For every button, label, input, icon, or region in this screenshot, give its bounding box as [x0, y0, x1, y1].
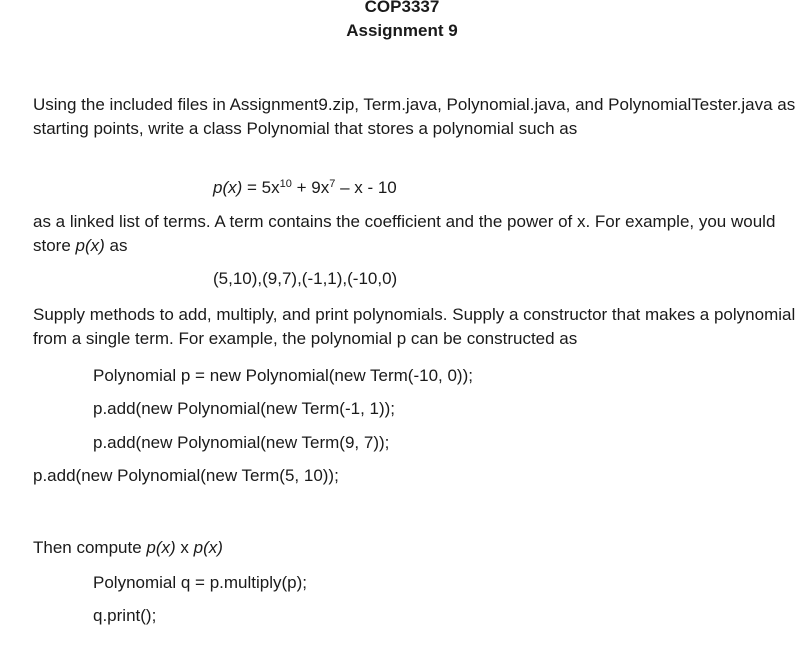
compute-px-2: p(x)	[193, 538, 223, 557]
code-line: p.add(new Polynomial(new Term(5, 10));	[33, 466, 339, 485]
terms-example: (5,10),(9,7),(-1,1),(-10,0)	[213, 269, 398, 288]
code-line: q.print();	[93, 606, 157, 625]
code-line: Polynomial p = new Polynomial(new Term(-10, 0));	[93, 366, 473, 385]
compute-px-1: p(x)	[146, 538, 176, 557]
formula-exp-1: 10	[279, 178, 292, 190]
linked-list-text: as a linked list of terms. A term contains the coefficient and the power of x. For example, you would store	[33, 212, 776, 255]
compute-line	[33, 539, 223, 556]
linked-list-tail: as	[104, 236, 128, 255]
assignment-title: Assignment 9	[346, 21, 458, 40]
methods-paragraph: Supply methods to add, multiply, and print polynomials. Supply a constructor that makes a polynomial from a single term. For example, the polynomial p can be constructed as	[33, 305, 796, 348]
compute-prefix: Then compute	[33, 538, 147, 557]
course-code: COP3337	[364, 0, 440, 16]
formula-tail: – x - 10	[335, 178, 397, 197]
polynomial-formula	[213, 179, 397, 196]
formula-term-1: = 5x	[242, 178, 280, 197]
code-line: p.add(new Polynomial(new Term(9, 7));	[93, 433, 390, 452]
formula-px: p(x)	[213, 178, 243, 197]
code-line: p.add(new Polynomial(new Term(-1, 1));	[93, 399, 396, 418]
linked-list-px: p(x)	[75, 236, 105, 255]
code-line: Polynomial q = p.multiply(p);	[93, 573, 308, 592]
linked-list-paragraph	[33, 210, 803, 258]
compute-times: x	[175, 538, 194, 557]
formula-exp-2: 7	[329, 178, 336, 190]
formula-term-2: + 9x	[291, 178, 330, 197]
intro-paragraph: Using the included files in Assignment9.zip, Term.java, Polynomial.java, and PolynomialTester.java as starting points, write a class Polynomial that stores a polynomial such as	[33, 95, 796, 138]
